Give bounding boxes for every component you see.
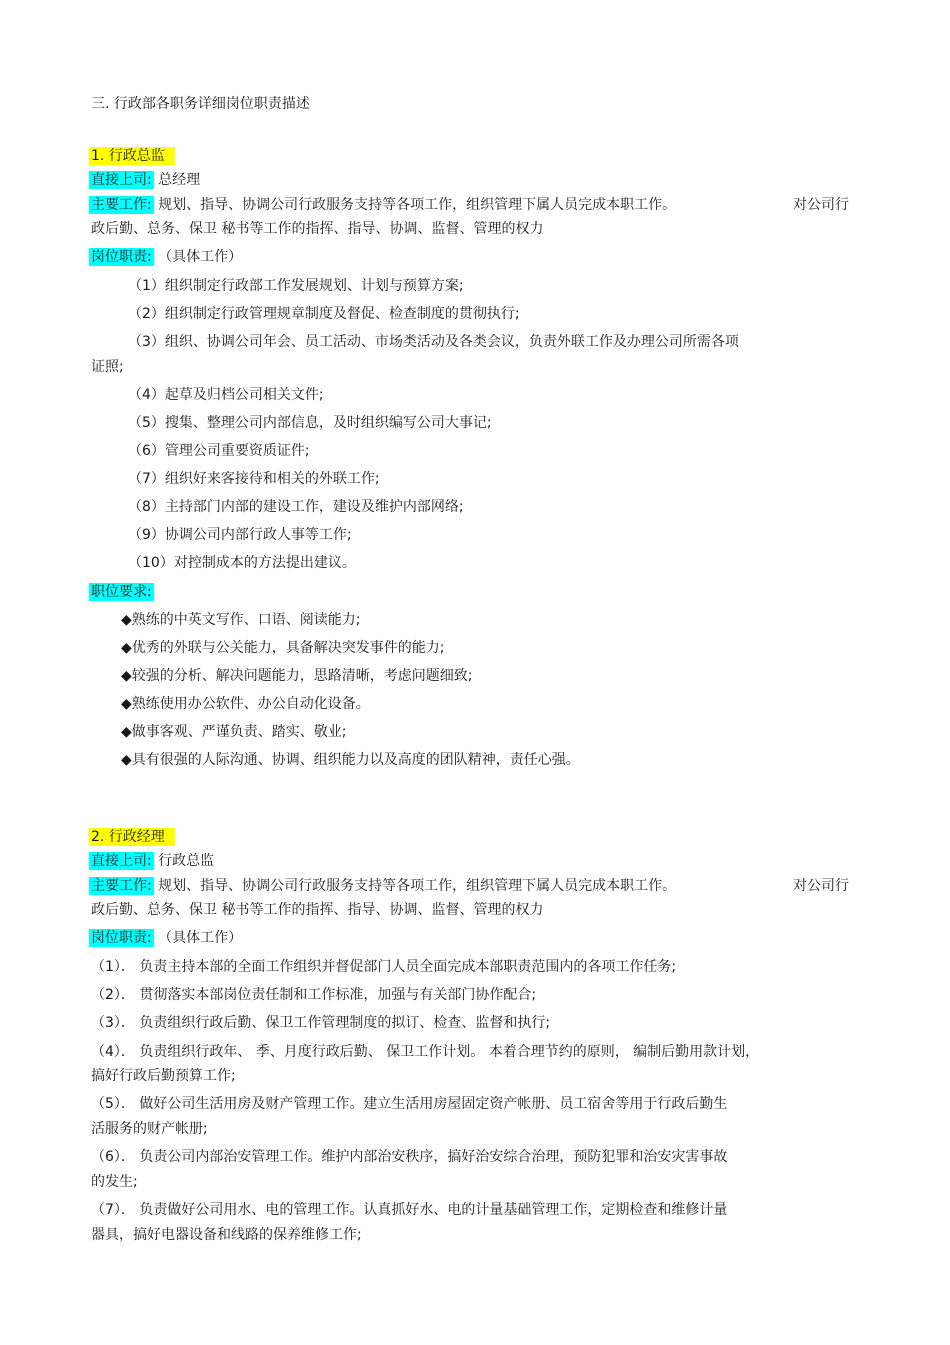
role1-duty-item: （3）组织、协调公司年会、员工活动、市场类活动及各类会议，负责外联工作及办理公司所需各项 bbox=[128, 334, 739, 350]
role2-heading-text: 2. 行政经理 bbox=[89, 828, 175, 846]
role2-superior-value: 行政总监 bbox=[158, 853, 215, 869]
section-title: 三. 行政部各职务详细岗位职责描述 bbox=[91, 96, 310, 112]
role2-heading bbox=[89, 827, 175, 847]
role2-superior-label: 直接上司: bbox=[91, 853, 152, 869]
role1-duty-item: （2）组织制定行政管理规章制度及督促、检查制度的贯彻执行; bbox=[128, 306, 520, 322]
role2-duty-item-cont: 搞好行政后勤预算工作; bbox=[91, 1068, 236, 1084]
role2-duty-item-cont: 器具，搞好电器设备和线路的保养维修工作; bbox=[91, 1227, 362, 1243]
role1-req-item: ◆熟练的中英文写作、口语、阅读能力; bbox=[121, 612, 361, 628]
role1-req-header bbox=[89, 582, 154, 602]
role1-req-item: ◆较强的分析、解决问题能力，思路清晰，考虑问题细致; bbox=[121, 668, 473, 684]
role2-duty-item-cont: 活服务的财产帐册; bbox=[91, 1121, 208, 1137]
role2-main-work bbox=[89, 876, 676, 896]
role1-req-item: ◆具有很强的人际沟通、协调、组织能力以及高度的团队精神，责任心强。 bbox=[121, 752, 580, 768]
role1-duty-item: （10）对控制成本的方法提出建议。 bbox=[128, 555, 356, 571]
role1-duty-item: （8）主持部门内部的建设工作，建设及维护内部网络; bbox=[128, 499, 464, 515]
role2-duties-label: 岗位职责: bbox=[91, 930, 152, 946]
role2-duty-item: （1）． 负责主持本部的全面工作组织并督促部门人员全面完成本部职责范围内的各项工作任务; bbox=[91, 959, 677, 975]
role1-duty-item: （6）管理公司重要资质证件; bbox=[128, 443, 310, 459]
role2-main-work-label: 主要工作: bbox=[91, 878, 152, 894]
role1-duty-item: （5）搜集、整理公司内部信息，及时组织编写公司大事记; bbox=[128, 415, 492, 431]
role1-superior bbox=[89, 170, 200, 190]
role1-main-work-text: 规划、指导、协调公司行政服务支持等各项工作，组织管理下属人员完成本职工作。 bbox=[158, 197, 677, 213]
role1-heading bbox=[89, 146, 175, 166]
role2-duties-note: （具体工作） bbox=[158, 930, 243, 946]
role1-req-label: 职位要求: bbox=[91, 584, 152, 600]
role1-main-work bbox=[89, 195, 676, 215]
role2-superior bbox=[89, 851, 214, 871]
role1-main-work-label: 主要工作: bbox=[91, 197, 152, 213]
role2-main-work-text: 规划、指导、协调公司行政服务支持等各项工作，组织管理下属人员完成本职工作。 bbox=[158, 878, 677, 894]
role1-superior-value: 总经理 bbox=[158, 172, 201, 188]
role1-duty-item: （4）起草及归档公司相关文件; bbox=[128, 387, 324, 403]
role1-main-work-tail: 对公司行 bbox=[793, 197, 849, 213]
role1-req-item: ◆做事客观、严谨负责、踏实、敬业; bbox=[121, 724, 347, 740]
role2-duty-item: （5）． 做好公司生活用房及财产管理工作。建立生活用房屋固定资产帐册、员工宿舍等用于行政后勤生 bbox=[91, 1096, 728, 1112]
role1-req-item: ◆优秀的外联与公关能力，具备解决突发事件的能力; bbox=[121, 640, 445, 656]
role2-main-work-tail: 对公司行 bbox=[793, 878, 849, 894]
role1-heading-text: 1. 行政总监 bbox=[89, 147, 175, 165]
role1-duty-item: （9）协调公司内部行政人事等工作; bbox=[128, 527, 352, 543]
role1-duty-item: （1）组织制定行政部工作发展规划、计划与预算方案; bbox=[128, 278, 464, 294]
role1-duties-label: 岗位职责: bbox=[91, 249, 152, 265]
role2-main-work-line2: 政后勤、总务、保卫 秘书等工作的指挥、指导、协调、监督、管理的权力 bbox=[91, 902, 544, 918]
role2-duty-item: （7）． 负责做好公司用水、电的管理工作。认真抓好水、电的计量基础管理工作，定期检查和维修计量 bbox=[91, 1202, 728, 1218]
role2-duty-item: （4）． 负责组织行政年、 季、月度行政后勤、 保卫工作计划。 本着合理节约的原则， 编制后勤用款计划， bbox=[91, 1044, 760, 1060]
role2-duties-header bbox=[89, 928, 242, 948]
role1-duty-item: （7）组织好来客接待和相关的外联工作; bbox=[128, 471, 380, 487]
role1-req-item: ◆熟练使用办公软件、办公自动化设备。 bbox=[121, 696, 370, 712]
role2-duty-item: （3）． 负责组织行政后勤、保卫工作管理制度的拟订、检查、监督和执行; bbox=[91, 1015, 551, 1031]
role1-duty-item-cont: 证照; bbox=[91, 359, 124, 375]
role1-superior-label: 直接上司: bbox=[91, 172, 152, 188]
role1-duties-note: （具体工作） bbox=[158, 249, 243, 265]
role2-duty-item-cont: 的发生; bbox=[91, 1174, 138, 1190]
role1-duties-header bbox=[89, 247, 242, 267]
role2-duty-item: （6）． 负责公司内部治安管理工作。维护内部治安秩序，搞好治安综合治理，预防犯罪和治安灾害事故 bbox=[91, 1149, 728, 1165]
role2-duty-item: （2）． 贯彻落实本部岗位责任制和工作标准，加强与有关部门协作配合; bbox=[91, 987, 537, 1003]
role1-main-work-line2: 政后勤、总务、保卫 秘书等工作的指挥、指导、协调、监督、管理的权力 bbox=[91, 221, 544, 237]
